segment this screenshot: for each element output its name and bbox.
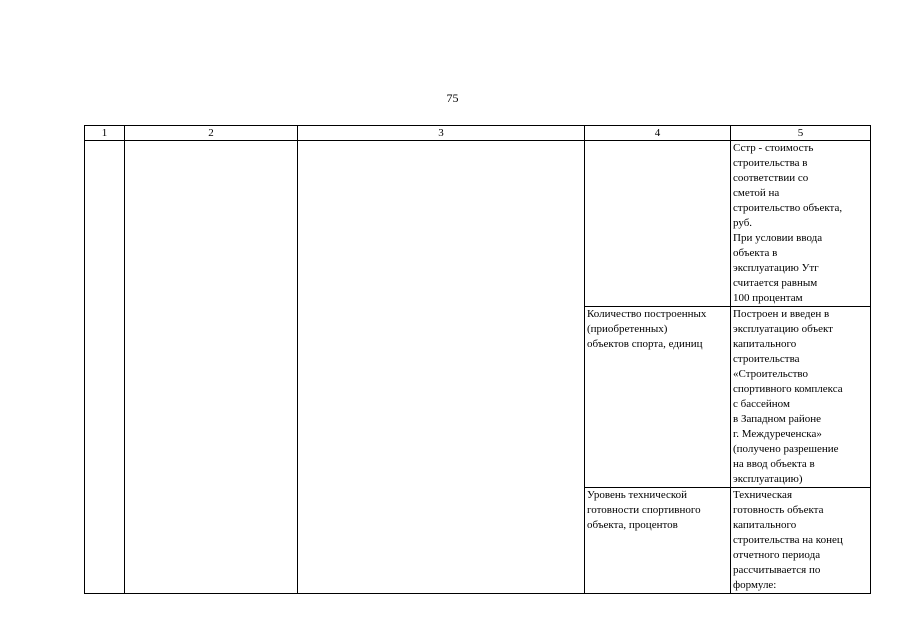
header-cell-1: 1 <box>85 126 125 141</box>
row1-col4-cell <box>585 141 731 307</box>
row3-col4-text: Уровень технической готовности спортивного объекта, процентов <box>587 489 701 531</box>
col2-merged-cell <box>125 141 298 594</box>
row1-col5-text: Сстр - стоимость строительства в соответствии со сметой на строительство объекта, руб. При условии ввода объекта в эксплуатацию Утг считается равным 100 процентам <box>733 142 843 304</box>
table-row <box>85 141 871 307</box>
row1-col5-cell <box>731 141 871 307</box>
header-cell-4: 4 <box>585 126 731 141</box>
header-cell-5: 5 <box>731 126 871 141</box>
row2-col5-text: Построен и введен в эксплуатацию объект капитального строительства «Строительство спортивного комплекса с бассейном в Западном районе г. Междуреченска» (получено разрешение на ввод объекта в эксплуатацию) <box>733 308 843 485</box>
table-header-row <box>85 126 871 141</box>
row3-col5-text: Техническая готовность объекта капитального строительства на конец отчетного периода рассчитывается по формуле: <box>733 489 843 591</box>
col3-merged-cell <box>298 141 585 594</box>
header-cell-3: 3 <box>298 126 585 141</box>
header-cell-2: 2 <box>125 126 298 141</box>
row2-col5-cell <box>731 307 871 488</box>
row3-col4-cell <box>585 488 731 594</box>
page-number: 75 <box>446 91 459 105</box>
row2-col4-text: Количество построенных (приобретенных) объектов спорта, единиц <box>587 308 707 350</box>
row3-col5-cell <box>731 488 871 594</box>
col1-merged-cell <box>85 141 125 594</box>
indicators-table <box>84 125 871 594</box>
row2-col4-cell <box>585 307 731 488</box>
